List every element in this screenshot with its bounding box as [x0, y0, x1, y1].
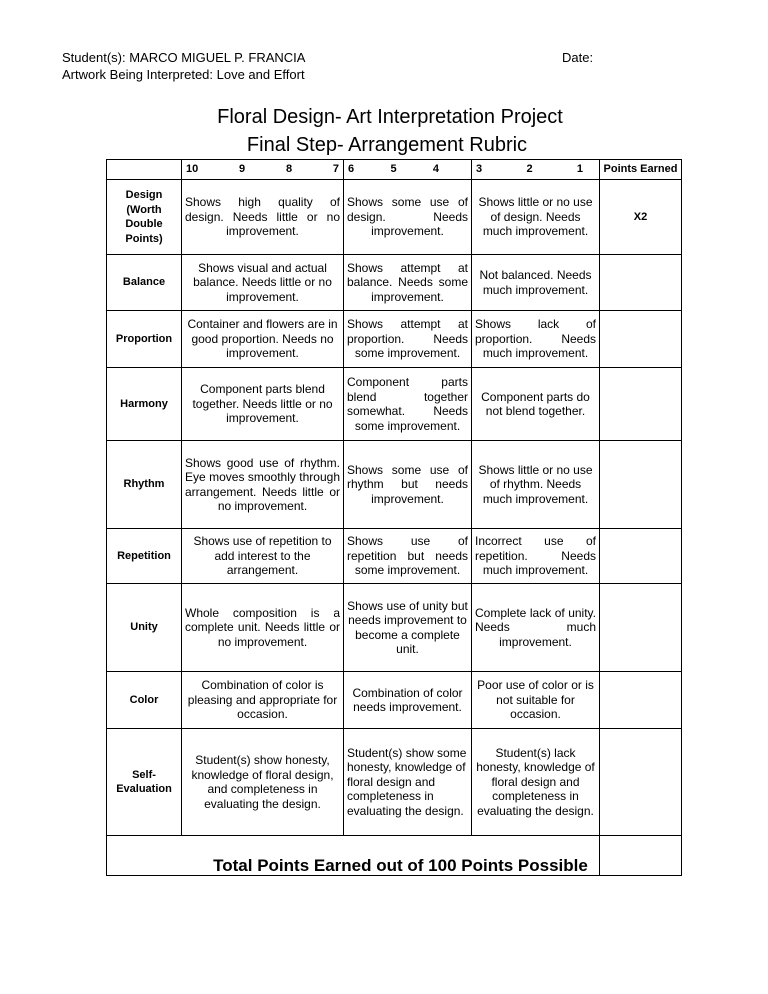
- descriptor-high: Shows use of repetition to add interest to the arrangement.: [182, 529, 344, 584]
- descriptor-low: Shows little or no use of design. Needs much improvement.: [472, 180, 600, 255]
- points-cell: [600, 311, 682, 368]
- scale-high: [182, 160, 344, 180]
- descriptor-low: Student(s) lack honesty, knowledge of floral design and completeness in evaluating the design.: [472, 729, 600, 836]
- descriptor-low: Incorrect use of repetition. Needs much improvement.: [472, 529, 600, 584]
- criterion-balance: Balance: [107, 255, 182, 311]
- descriptor-high: Student(s) show honesty, knowledge of floral design, and completeness in evaluating the design.: [182, 729, 344, 836]
- total-points-cell: [600, 836, 682, 876]
- descriptor-mid: Shows use of repetition but needs some improvement.: [344, 529, 472, 584]
- scale-number: 3: [476, 163, 483, 176]
- table-row: [107, 368, 682, 441]
- points-earned-header: Points Earned: [600, 160, 682, 180]
- descriptor-mid: Shows some use of rhythm but needs improvement.: [344, 441, 472, 529]
- points-cell: [600, 368, 682, 441]
- table-row: [107, 441, 682, 529]
- descriptor-high: Combination of color is pleasing and appropriate for occasion.: [182, 672, 344, 729]
- points-cell: X2: [600, 180, 682, 255]
- table-row: [107, 255, 682, 311]
- criterion-design: Design (Worth Double Points): [107, 180, 182, 255]
- criterion-unity: Unity: [107, 584, 182, 672]
- criterion-harmony: Harmony: [107, 368, 182, 441]
- scale-number: 6: [348, 163, 355, 176]
- table-row: [107, 672, 682, 729]
- descriptor-mid: Shows attempt at proportion. Needs some improvement.: [344, 311, 472, 368]
- descriptor-high: Container and flowers are in good proportion. Needs no improvement.: [182, 311, 344, 368]
- descriptor-high: Shows good use of rhythm. Eye moves smoothly through arrangement. Needs little or no improvement.: [182, 441, 344, 529]
- total-label: Total Points Earned out of 100 Points Possible: [213, 855, 588, 875]
- descriptor-high: Component parts blend together. Needs little or no improvement.: [182, 368, 344, 441]
- table-row: [107, 529, 682, 584]
- rubric-table: [106, 159, 682, 876]
- descriptor-low: Complete lack of unity. Needs much improvement.: [472, 584, 600, 672]
- total-label-cell: [107, 836, 600, 876]
- scale-number: 8: [285, 163, 293, 176]
- scale-low: [472, 160, 600, 180]
- scale-number: 2: [526, 163, 533, 176]
- descriptor-low: Component parts do not blend together.: [472, 368, 600, 441]
- descriptor-mid: Component parts blend together somewhat. Needs some improvement.: [344, 368, 472, 441]
- descriptor-mid: Combination of color needs improvement.: [344, 672, 472, 729]
- descriptor-mid: Shows use of unity but needs improvement to become a complete unit.: [344, 584, 472, 672]
- descriptor-high: Shows high quality of design. Needs little or no improvement.: [182, 180, 344, 255]
- page-title: Floral Design- Art Interpretation Project: [217, 106, 563, 128]
- descriptor-low: Not balanced. Needs much improvement.: [472, 255, 600, 311]
- student-name: Student(s): MARCO MIGUEL P. FRANCIA: [62, 50, 306, 65]
- scale-number: 10: [186, 163, 199, 176]
- scale-number: 7: [332, 163, 339, 176]
- criterion-proportion: Proportion: [107, 311, 182, 368]
- corner-cell: [107, 160, 182, 180]
- descriptor-low: Shows little or no use of rhythm. Needs much improvement.: [472, 441, 600, 529]
- descriptor-low: Poor use of color or is not suitable for occasion.: [472, 672, 600, 729]
- points-cell: [600, 441, 682, 529]
- date-label: Date:: [562, 50, 594, 65]
- scale-number: 4: [432, 163, 439, 176]
- scale-number: 5: [390, 163, 397, 176]
- descriptor-high: Whole composition is a complete unit. Needs little or no improvement.: [182, 584, 344, 672]
- points-cell: [600, 255, 682, 311]
- descriptor-mid: Student(s) show some honesty, knowledge of floral design and completeness in evaluating the design.: [344, 729, 472, 836]
- table-row: [107, 180, 682, 255]
- table-row: [107, 311, 682, 368]
- criterion-color: Color: [107, 672, 182, 729]
- criterion-repetition: Repetition: [107, 529, 182, 584]
- descriptor-mid: Shows attempt at balance. Needs some improvement.: [344, 255, 472, 311]
- scale-number: 9: [239, 163, 246, 176]
- criterion-self-evaluation: Self-Evaluation: [107, 729, 182, 836]
- scale-number: 1: [576, 163, 583, 176]
- descriptor-high: Shows visual and actual balance. Needs little or no improvement.: [182, 255, 344, 311]
- descriptor-low: Shows lack of proportion. Needs much improvement.: [472, 311, 600, 368]
- artwork-title: Artwork Being Interpreted: Love and Effort: [62, 67, 305, 82]
- points-cell: [600, 529, 682, 584]
- table-row: [107, 584, 682, 672]
- points-cell: [600, 729, 682, 836]
- descriptor-mid: Shows some use of design. Needs improvement.: [344, 180, 472, 255]
- scale-mid: [344, 160, 472, 180]
- page-subtitle: Final Step- Arrangement Rubric: [246, 134, 528, 156]
- header-row: [107, 160, 682, 180]
- criterion-rhythm: Rhythm: [107, 441, 182, 529]
- total-row: [107, 836, 682, 876]
- points-cell: [600, 672, 682, 729]
- points-cell: [600, 584, 682, 672]
- table-row: [107, 729, 682, 836]
